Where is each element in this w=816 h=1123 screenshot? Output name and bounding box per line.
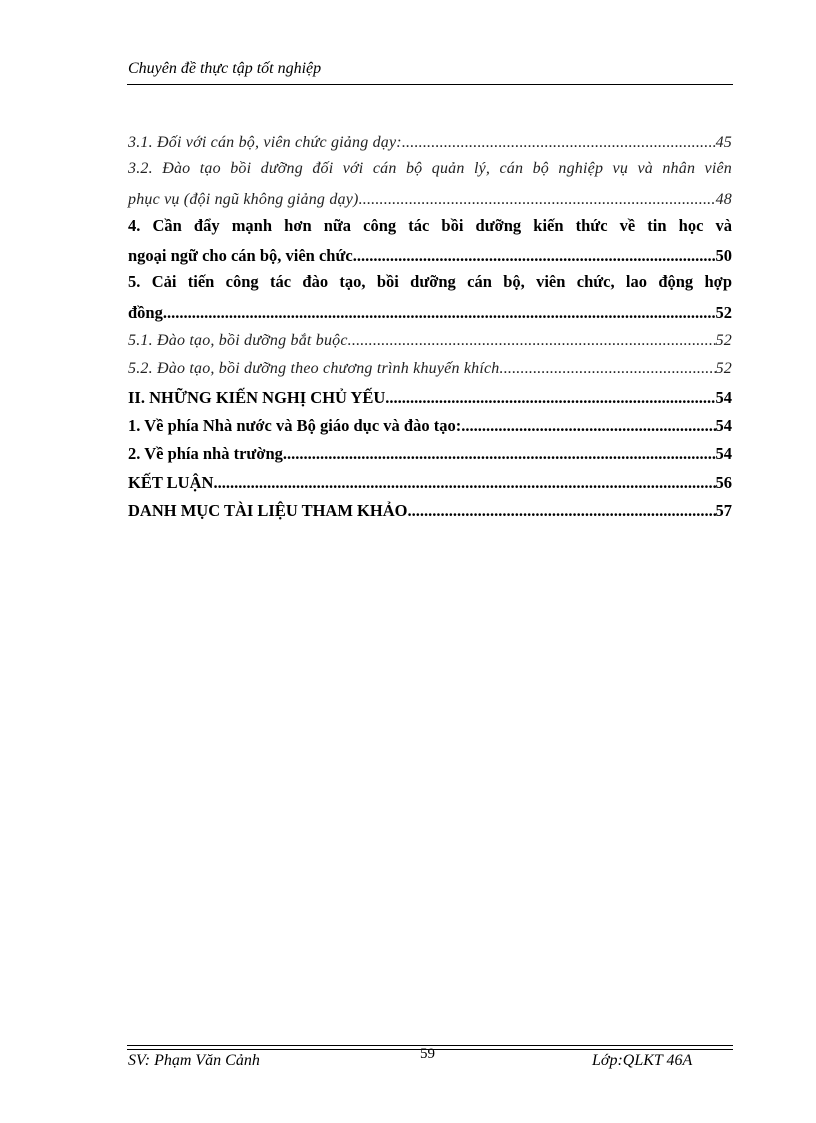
toc-entry-text: 4. Cần đẩy mạnh hơn nữa công tác bồi dưỡng kiến thức về tin học và — [128, 215, 732, 235]
toc-entry-5-line2[interactable] — [128, 298, 732, 326]
toc-page-number: 48 — [715, 190, 732, 208]
toc-leader-dots — [359, 190, 716, 210]
toc-entry-text: 3.1. Đối với cán bộ, viên chức giảng dạy: — [128, 134, 402, 151]
toc-entry-ii-1[interactable] — [128, 411, 732, 439]
running-header-title: Chuyên đề thực tập tốt nghiệp — [128, 60, 322, 77]
toc-page-number: 56 — [715, 472, 732, 492]
toc-entry-5-2[interactable] — [128, 354, 732, 382]
toc-page-number: 54 — [715, 415, 732, 435]
toc-page-number: 54 — [715, 387, 732, 407]
toc-page-number: 54 — [715, 444, 732, 464]
toc-entry-ii-2[interactable] — [128, 439, 732, 467]
toc-entry-ii[interactable] — [128, 383, 732, 411]
footer-page-number: 59 — [420, 1046, 435, 1062]
toc-leader-dots — [402, 133, 716, 153]
toc-entry-text: II. NHỮNG KIẾN NGHỊ CHỦ YẾU — [128, 387, 386, 407]
table-of-contents — [128, 128, 732, 524]
toc-page-number: 45 — [715, 134, 732, 151]
toc-leader-dots — [461, 416, 715, 436]
toc-leader-dots — [213, 473, 715, 493]
toc-entry-3-1[interactable] — [128, 128, 732, 156]
toc-entry-text: 1. Về phía Nhà nước và Bộ giáo dục và đào tạo: — [128, 415, 462, 435]
toc-entry-5-1[interactable] — [128, 326, 732, 354]
toc-page-number: 52 — [715, 302, 732, 322]
toc-entry-text: 2. Về phía nhà trường — [128, 444, 283, 464]
toc-entry-3-2-line2[interactable] — [128, 185, 732, 213]
toc-leader-dots — [348, 331, 716, 351]
toc-leader-dots — [500, 359, 716, 379]
toc-entry-text: DANH MỤC TÀI LIỆU THAM KHẢO — [128, 500, 408, 520]
footer-class-label: Lớp:QLKT 46A — [592, 1052, 693, 1069]
toc-leader-dots — [407, 501, 715, 521]
toc-leader-dots — [353, 246, 716, 266]
toc-entry-text: đồng. — [128, 302, 167, 322]
toc-entry-text: 5. Cải tiến công tác đào tạo, bồi dưỡng cán bộ, viên chức, lao động hợp — [128, 272, 732, 292]
toc-entry-text: 5.1. Đào tạo, bồi dưỡng bắt buộc — [128, 332, 348, 350]
toc-entry-text: phục vụ (đội ngũ không giảng dạy) — [128, 190, 359, 208]
header-rule — [127, 84, 733, 85]
toc-page-number: 52 — [715, 360, 732, 378]
toc-entry-3-2-line1[interactable] — [128, 156, 732, 184]
toc-leader-dots — [385, 388, 715, 408]
toc-entry-4-line2[interactable] — [128, 241, 732, 269]
toc-page-number: 57 — [715, 500, 732, 520]
toc-leader-dots — [167, 303, 716, 323]
toc-entry-text: ngoại ngữ cho cán bộ, viên chức — [128, 246, 353, 266]
toc-entry-text: 3.2. Đào tạo bồi dưỡng đối với cán bộ quản lý, cán bộ nghiệp vụ và nhân viên — [128, 160, 732, 178]
toc-entry-conclusion[interactable] — [128, 468, 732, 496]
toc-entry-references[interactable] — [128, 496, 732, 524]
toc-leader-dots — [283, 444, 716, 464]
toc-entry-text: KẾT LUẬN — [128, 472, 214, 492]
toc-entry-4-line1[interactable] — [128, 213, 732, 241]
footer-student-name: SV: Phạm Văn Cảnh — [128, 1052, 260, 1069]
toc-page-number: 50 — [715, 246, 732, 266]
toc-entry-5-line1[interactable] — [128, 269, 732, 297]
toc-page-number: 52 — [715, 332, 732, 350]
toc-entry-text: 5.2. Đào tạo, bồi dưỡng theo chương trình khuyến khích — [128, 360, 500, 378]
